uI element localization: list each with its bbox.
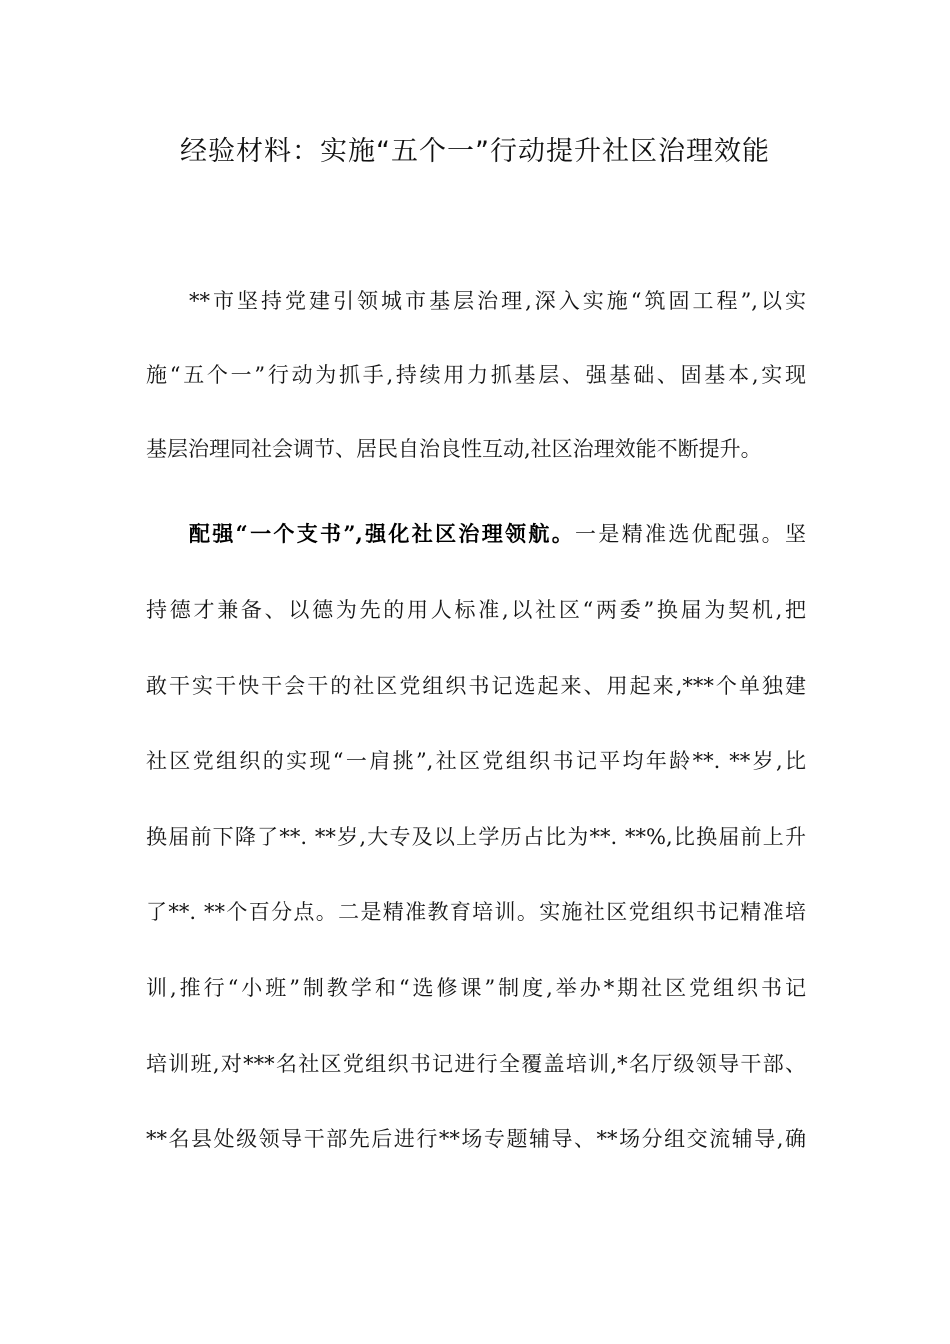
section-heading: 配强“一个支书”,强化社区治理领航。 [189,521,576,546]
section-first-line-text: 一是精准选优配强。坚 [575,522,806,546]
paragraph-line: 持德才兼备、以德为先的用人标准,以社区“两委”换届为契机,把 [146,598,806,622]
document-title: 经验材料：实施“五个一”行动提升社区治理效能 [180,136,770,167]
paragraph-line: **名县处级领导干部先后进行**场专题辅导、**场分组交流辅导,确 [146,1127,806,1151]
paragraph-line: 了**. **个百分点。二是精准教育培训。实施社区党组织书记精准培 [146,900,806,924]
paragraph-line: 敢干实干快干会干的社区党组织书记选起来、用起来,***个单独建 [146,674,806,698]
paragraph-line: 社区党组织的实现“一肩挑”,社区党组织书记平均年龄**. **岁,比 [146,749,806,773]
paragraph-line: 培训班,对***名社区党组织书记进行全覆盖培训,*名厅级领导干部、 [146,1052,806,1076]
paragraph-line: 施“五个一”行动为抓手,持续用力抓基层、强基础、固基本,实现 [146,363,806,387]
paragraph-line: **市坚持党建引领城市基层治理,深入实施“筑固工程”,以实 [189,289,806,313]
paragraph-line: 换届前下降了**. **岁,大专及以上学历占比为**. **%,比换届前上升 [146,825,806,849]
paragraph-line: 训,推行“小班”制教学和“选修课”制度,举办*期社区党组织书记 [146,976,806,1000]
paragraph-first-line [189,514,806,554]
paragraph-line: 基层治理同社会调节、居民自治良性互动,社区治理效能不断提升。 [146,437,762,461]
